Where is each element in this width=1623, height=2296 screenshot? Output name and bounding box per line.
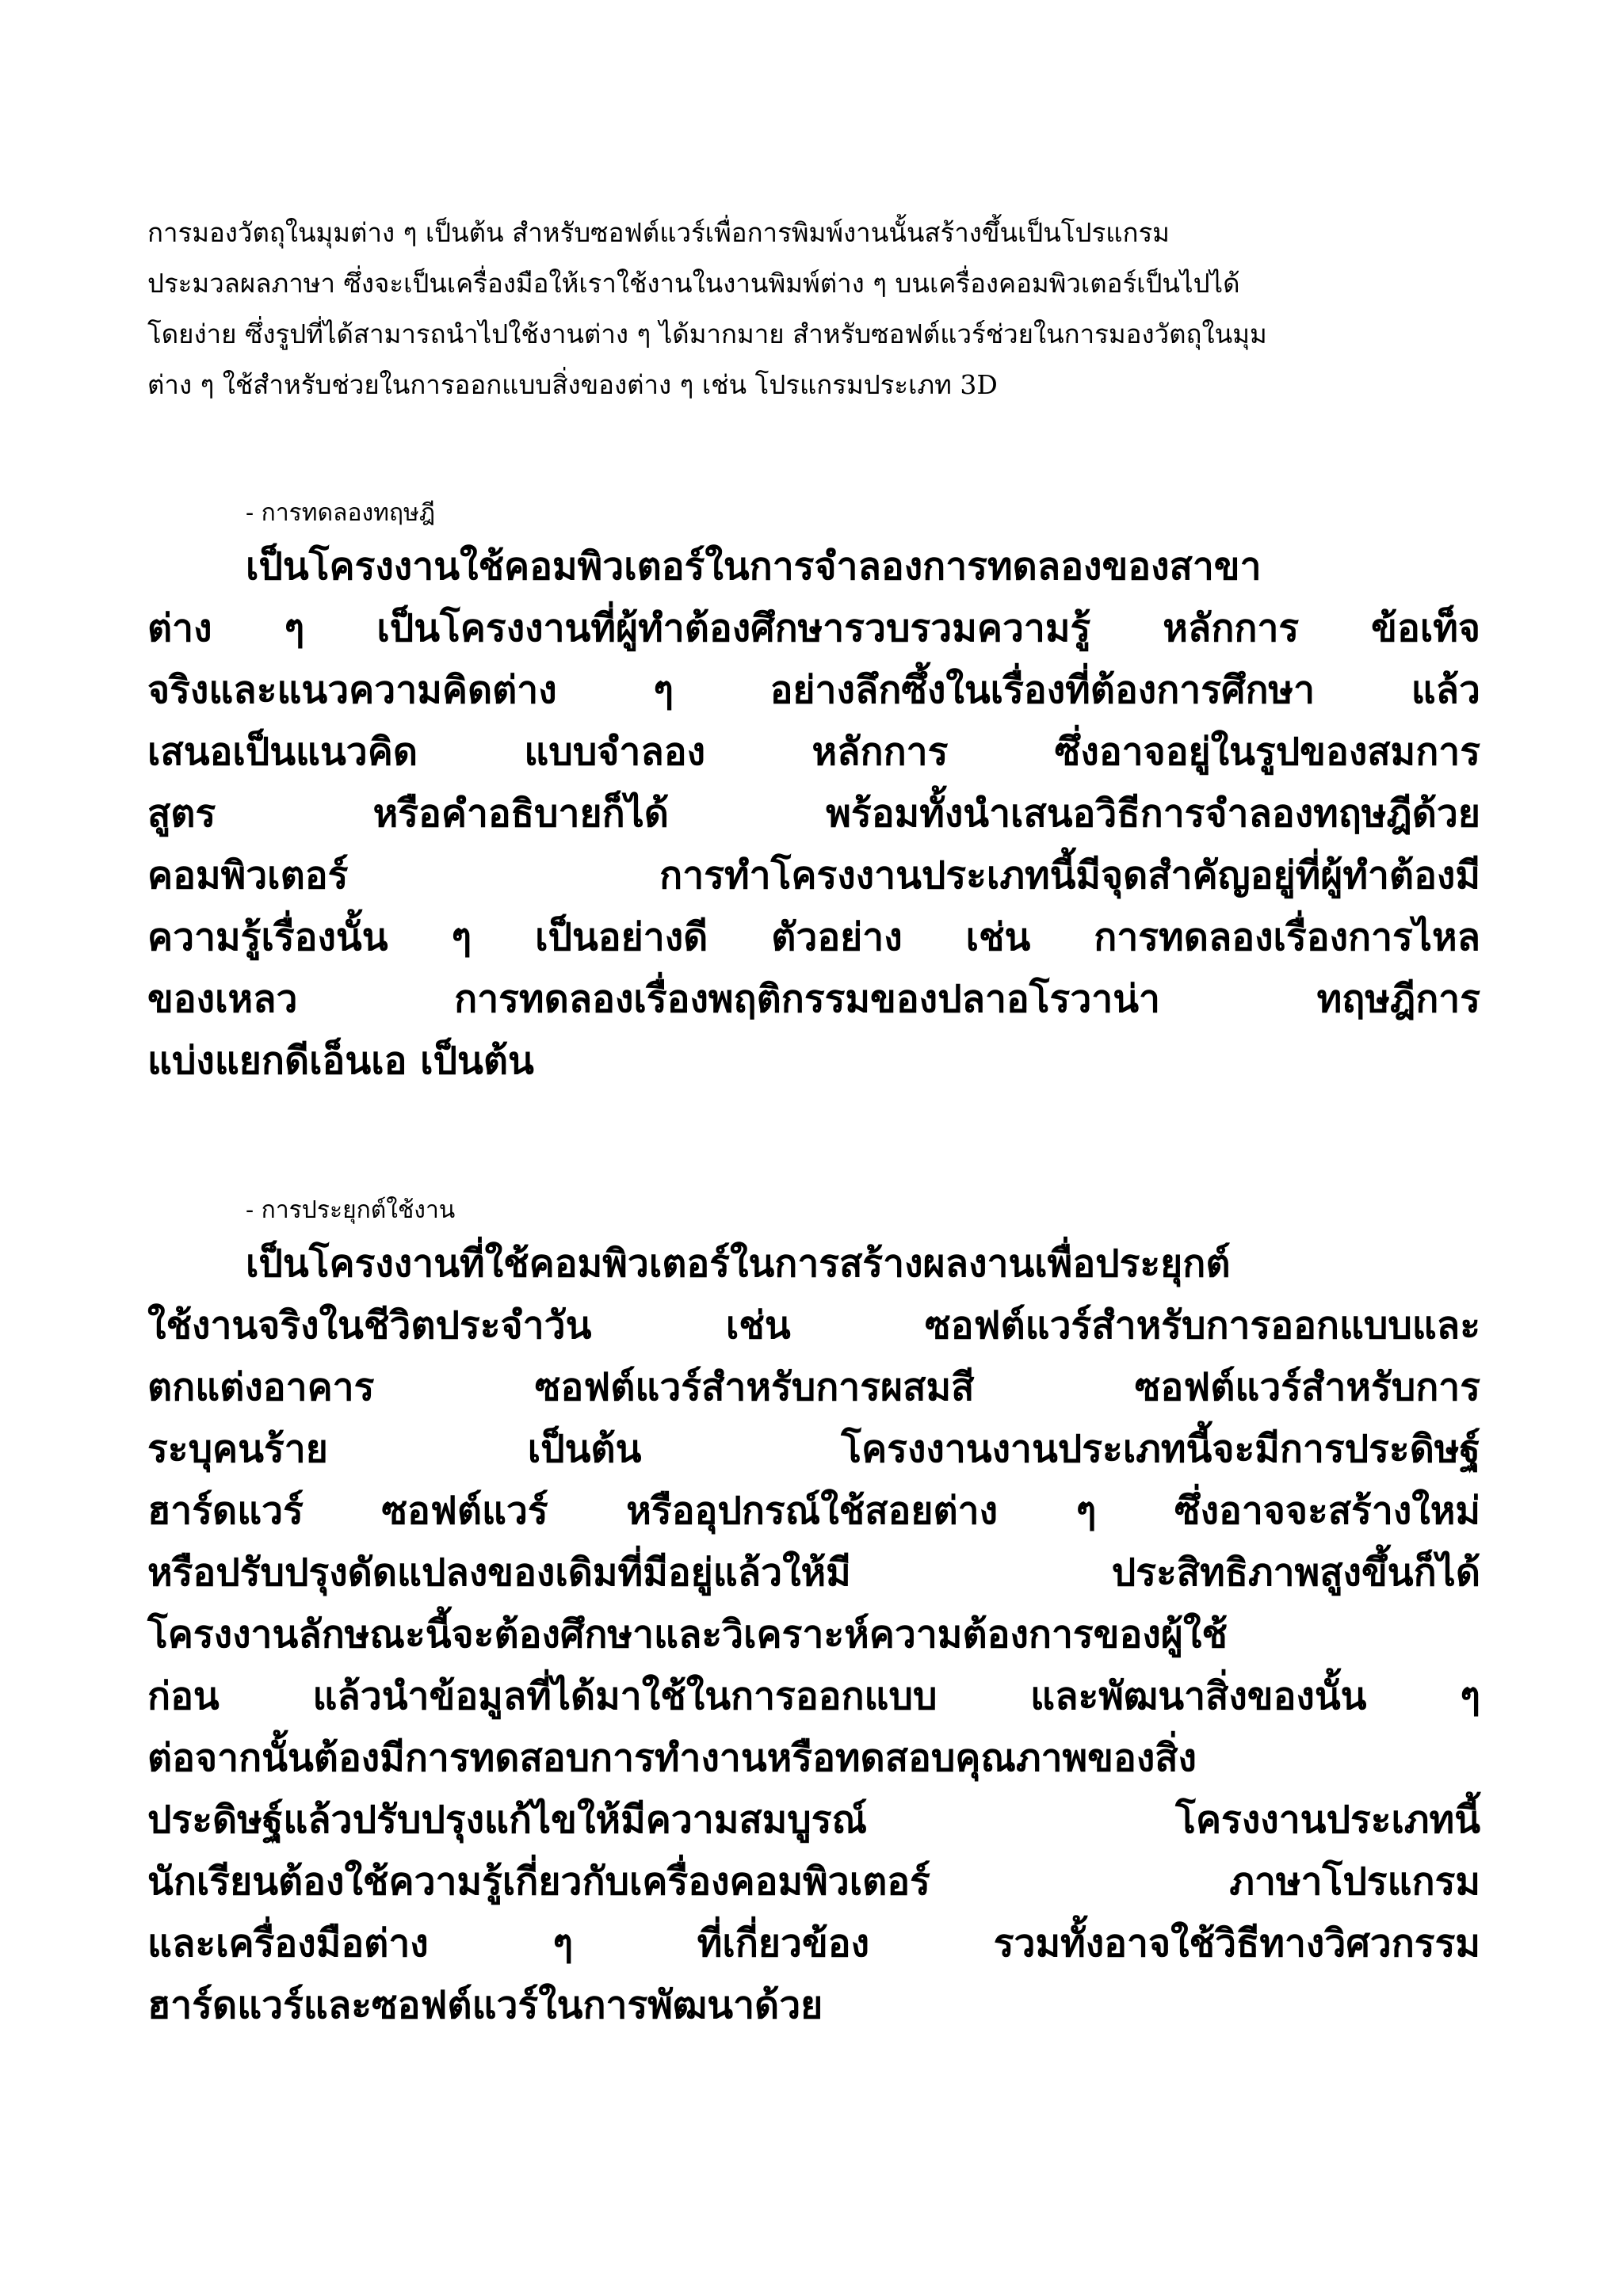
- application-line: ฮาร์ดแวร์ ซอฟต์แวร์ หรืออุปกรณ์ใช้สอยต่าง ๆ ซึ่งอาจจะสร้างใหม่: [147, 1489, 1480, 1533]
- section-heading-application: - การประยุกต์ใช้งาน: [246, 1196, 456, 1224]
- intro-paragraph: [147, 208, 1480, 410]
- theory-line: จริงและแนวความคิดต่าง ๆ อย่างลึกซึ้งในเรื่องที่ต้องการศึกษา แล้ว: [147, 668, 1480, 712]
- theory-line: ความรู้เรื่องนั้น ๆ เป็นอย่างดี ตัวอย่าง เช่น การทดลองเรื่องการไหล: [147, 915, 1480, 959]
- theory-line: คอมพิวเตอร์ การทำโครงงานประเภทนี้มีจุดสำคัญอยู่ที่ผู้ทำต้องมี: [147, 853, 1480, 898]
- application-line: โครงงานลักษณะนี้จะต้องศึกษาและวิเคราะห์ความต้องการของผู้ใช้: [147, 1612, 1228, 1657]
- theory-line: เสนอเป็นแนวคิด แบบจำลอง หลักการ ซึ่งอาจอยู่ในรูปของสมการ: [147, 730, 1480, 774]
- application-paragraph: [147, 1233, 1480, 2036]
- application-line: ฮาร์ดแวร์และซอฟต์แวร์ในการพัฒนาด้วย: [147, 1983, 823, 2027]
- application-line: ต่อจากนั้นต้องมีการทดสอบการทำงานหรือทดสอบคุณภาพของสิ่ง: [147, 1736, 1197, 1780]
- application-line: ระบุคนร้าย เป็นต้น โครงงานงานประเภทนี้จะมีการประดิษฐ์: [147, 1427, 1480, 1471]
- intro-line: ต่าง ๆ ใช้สำหรับช่วยในการออกแบบสิ่งของต่าง ๆ เช่น โปรแกรมประเภท 3D: [147, 369, 998, 400]
- theory-line: สูตร หรือคำอธิบายก็ได้ พร้อมทั้งนำเสนอวิธีการจำลองทฤษฎีด้วย: [147, 791, 1480, 836]
- application-line: ประดิษฐ์แล้วปรับปรุงแก้ไขให้มีความสมบูรณ์ โครงงานประเภทนี้: [147, 1798, 1480, 1842]
- application-line: หรือปรับปรุงดัดแปลงของเดิมที่มีอยู่แล้วให้มี ประสิทธิภาพสูงขึ้นก็ได้: [147, 1550, 1480, 1595]
- theory-paragraph: [147, 536, 1480, 1092]
- theory-line: เป็นโครงงานใช้คอมพิวเตอร์ในการจำลองการทดลองของสาขา: [246, 544, 1262, 589]
- application-line: และเครื่องมือต่าง ๆ ที่เกี่ยวข้อง รวมทั้งอาจใช้วิธีทางวิศวกรรม: [147, 1921, 1480, 1966]
- section-heading-theory: - การทดลองทฤษฎี: [246, 499, 435, 527]
- intro-line: โดยง่าย ซึ่งรูปที่ได้สามารถนำไปใช้งานต่าง ๆ ได้มากมาย สำหรับซอฟต์แวร์ช่วยในการมองวัตถุในมุม: [147, 318, 1267, 349]
- application-line: ใช้งานจริงในชีวิตประจำวัน เช่น ซอฟต์แวร์สำหรับการออกแบบและ: [147, 1303, 1480, 1348]
- application-line: เป็นโครงงานที่ใช้คอมพิวเตอร์ในการสร้างผลงานเพื่อประยุกต์: [246, 1241, 1231, 1286]
- theory-line: แบ่งแยกดีเอ็นเอ เป็นต้น: [147, 1039, 534, 1083]
- application-line: ตกแต่งอาคาร ซอฟต์แวร์สำหรับการผสมสี ซอฟต์แวร์สำหรับการ: [147, 1365, 1480, 1409]
- intro-line: การมองวัตถุในมุมต่าง ๆ เป็นต้น สำหรับซอฟต์แวร์เพื่อการพิมพ์งานนั้นสร้างขึ้นเป็นโปรแกรม: [147, 217, 1170, 248]
- theory-line: ของเหลว การทดลองเรื่องพฤติกรรมของปลาอโรวาน่า ทฤษฎีการ: [147, 977, 1480, 1021]
- intro-line: ประมวลผลภาษา ซึ่งจะเป็นเครื่องมือให้เราใช้งานในงานพิมพ์ต่าง ๆ บนเครื่องคอมพิวเตอร์เป็นไปได้: [147, 268, 1240, 299]
- application-line: นักเรียนต้องใช้ความรู้เกี่ยวกับเครื่องคอมพิวเตอร์ ภาษาโปรแกรม: [147, 1859, 1480, 1904]
- theory-line: ต่าง ๆ เป็นโครงงานที่ผู้ทำต้องศึกษารวบรวมความรู้ หลักการ ข้อเท็จ: [147, 606, 1480, 650]
- application-line: ก่อน แล้วนำข้อมูลที่ได้มาใช้ในการออกแบบ และพัฒนาสิ่งของนั้น ๆ: [147, 1674, 1480, 1718]
